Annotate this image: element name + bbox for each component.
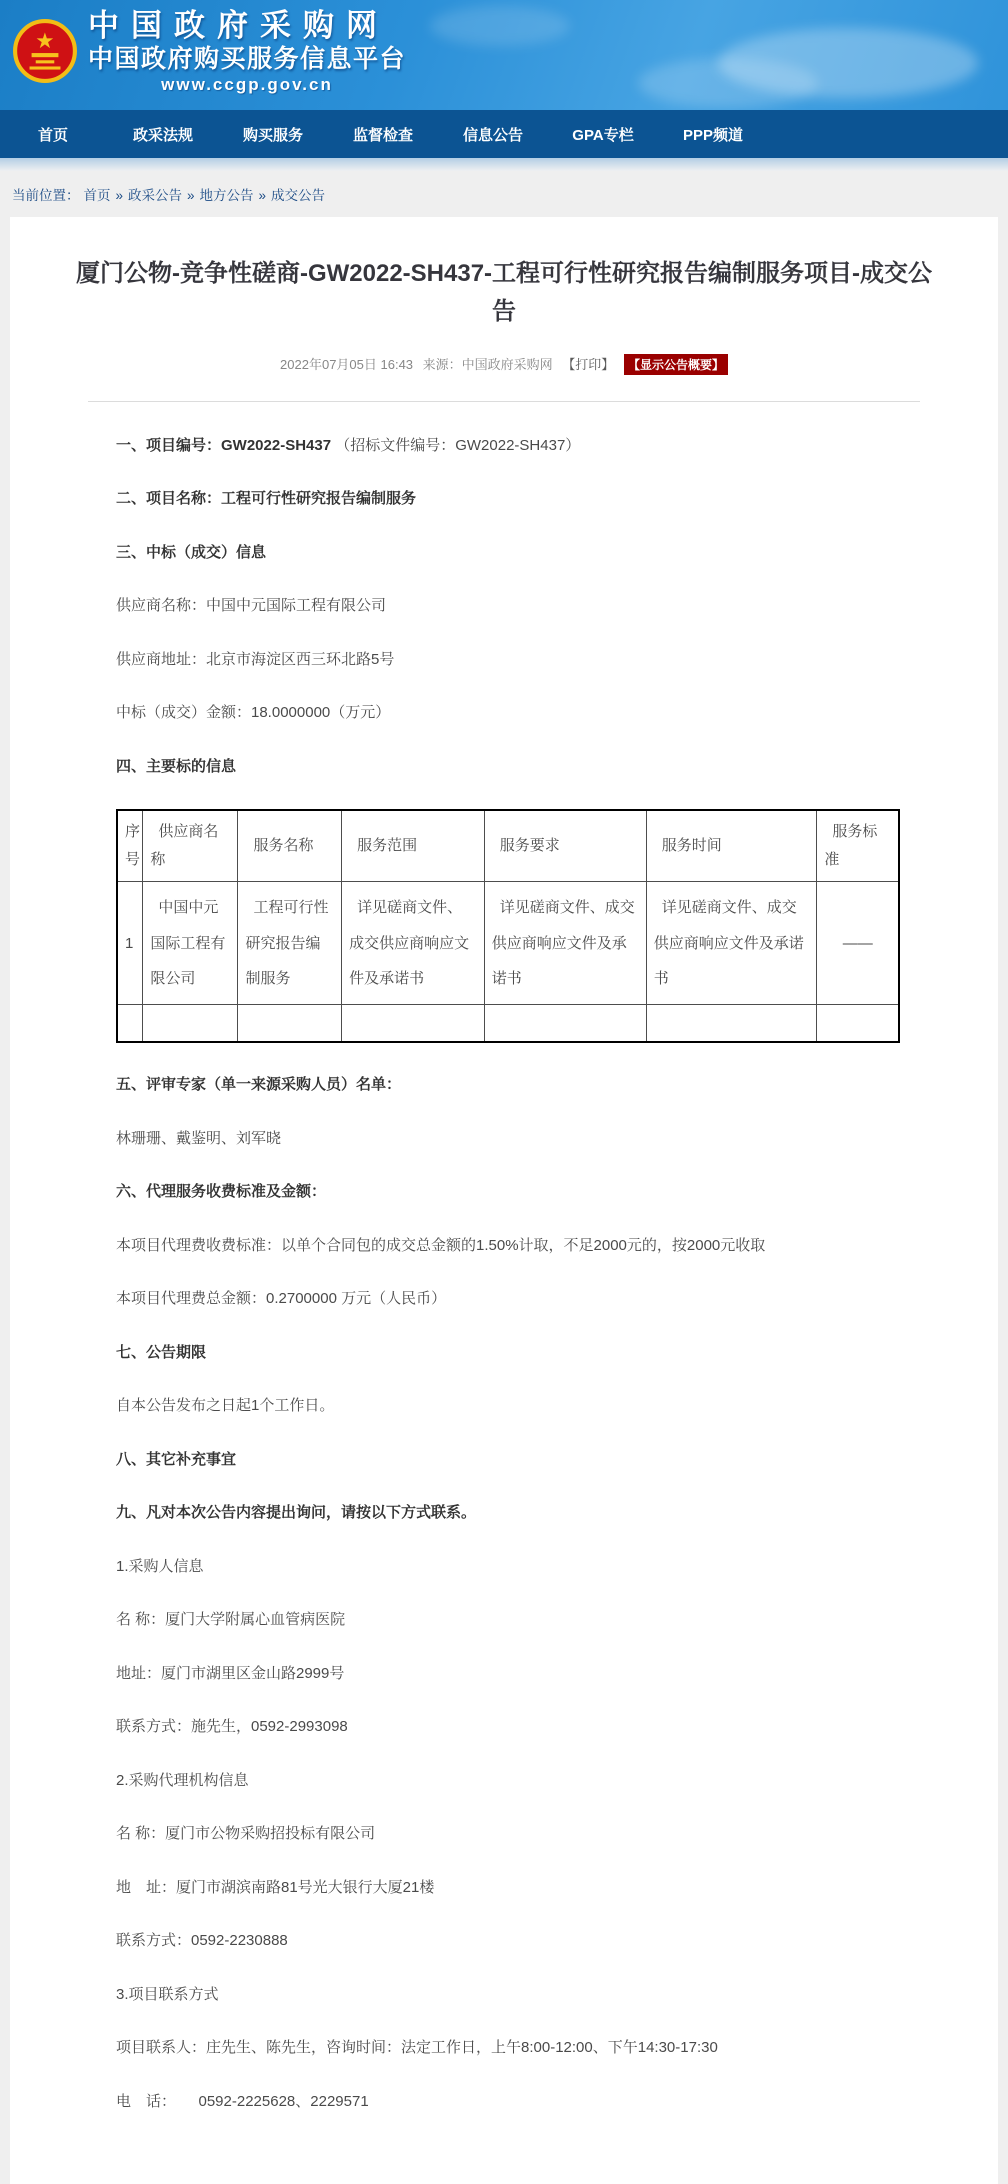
paragraph-bold-text: 二、项目名称：工程可行性研究报告编制服务: [116, 490, 417, 508]
paragraph-bold-text: 六、代理服务收费标准及金额：: [116, 1183, 327, 1201]
breadcrumb-separator: »: [258, 188, 267, 203]
agency-name-line: [116, 1823, 892, 1846]
paragraph-text: 1.采购人信息: [116, 1557, 204, 1575]
table-empty-cell: [143, 1005, 238, 1043]
paragraph-bold-text: 五、评审专家（单一来源采购人员）名单：: [116, 1076, 402, 1094]
breadcrumb-separator: »: [115, 188, 124, 203]
table-empty-cell: [817, 1005, 899, 1043]
paragraph-text: 联系方式：施先生，0592-2993098: [116, 1718, 348, 1736]
table-header-cell: 服务范围: [342, 810, 485, 882]
paragraph-text: 本项目代理费收费标准：以单个合同包的成交总金额的1.50%计取，不足2000元的，按2000元收取: [116, 1236, 766, 1254]
main-nav: [0, 110, 1008, 158]
table-empty-cell: [238, 1005, 342, 1043]
paragraph-bold-text: 四、主要标的信息: [116, 757, 237, 775]
breadcrumb: [0, 171, 1008, 217]
site-header: [0, 0, 1008, 110]
paragraph-text: 地 址：厦门市湖滨南路81号光大银行大厦21楼: [116, 1878, 435, 1896]
national-emblem-icon: [12, 18, 78, 84]
paragraph-text: 供应商名称：中国中元国际工程有限公司: [116, 597, 387, 615]
table-empty-cell: [646, 1005, 817, 1043]
section-notice-period: [116, 1342, 892, 1365]
breadcrumb-location-label: 当前位置：: [12, 188, 80, 203]
nav-item-home[interactable]: 首页: [37, 126, 68, 144]
nav-item-purchase-services[interactable]: 购买服务: [242, 126, 303, 144]
breadcrumb-link-award-notices[interactable]: 成交公告: [271, 188, 326, 203]
paragraph-bold-text: 七、公告期限: [116, 1343, 207, 1361]
bid-items-table: [116, 809, 900, 1043]
agency-contact-line: [116, 1930, 892, 1953]
site-subtitle: 中国政府购买服务信息平台: [88, 44, 407, 73]
purchaser-address-line: [116, 1663, 892, 1686]
table-header-cell: 服务标准: [817, 810, 899, 882]
paragraph-text: 供应商地址：北京市海淀区西三环北路5号: [116, 650, 395, 668]
paragraph-bold-text: 一、项目编号：GW2022-SH437: [116, 436, 332, 454]
notice-period-line: [116, 1395, 892, 1418]
article-meta: [10, 354, 998, 375]
table-empty-cell: [484, 1005, 646, 1043]
site-logo[interactable]: [12, 8, 406, 95]
purchaser-contact-line: [116, 1716, 892, 1739]
supplier-address-line: [116, 649, 892, 672]
section-project-number: [116, 435, 892, 458]
table-row: [117, 882, 899, 1005]
paragraph-text: 自本公告发布之日起1个工作日。: [116, 1397, 335, 1415]
section-award-info: [116, 542, 892, 565]
paragraph-bold-text: 八、其它补充事宜: [116, 1450, 237, 1468]
site-url: www.ccgp.gov.cn: [161, 74, 333, 94]
purchaser-info-heading: [116, 1556, 892, 1579]
table-cell-service-scope: 详见磋商文件、成交供应商响应文件及承诺书: [342, 882, 485, 1005]
paragraph-text: 联系方式：0592-2230888: [116, 1932, 288, 1950]
section-agency-fee: [116, 1181, 892, 1204]
table-header-cell: 服务名称: [238, 810, 342, 882]
cloud-decoration: [430, 6, 570, 46]
breadcrumb-link-home[interactable]: 首页: [83, 188, 111, 203]
paragraph-text: （招标文件编号：GW2022-SH437）: [331, 436, 581, 454]
nav-gradient-strip: [0, 158, 1008, 171]
paragraph-text: 本项目代理费总金额：0.2700000 万元（人民币）: [116, 1290, 447, 1308]
source-label: 来源：中国政府采购网: [422, 356, 553, 372]
page-title: 厦门公物-竞争性磋商-GW2022-SH437-工程可行性研究报告编制服务项目-成交公告: [75, 260, 933, 326]
table-header-cell: 服务时间: [646, 810, 817, 882]
summary-toggle-button[interactable]: 【显示公告概要】: [624, 354, 728, 375]
paragraph-text: 3.项目联系方式: [116, 1985, 219, 2003]
section-main-items: [116, 756, 892, 779]
svg-text:★: ★: [35, 28, 55, 54]
award-amount-line: [116, 702, 892, 725]
table-empty-cell: [342, 1005, 485, 1043]
breadcrumb-link-local-notices[interactable]: 地方公告: [199, 188, 254, 203]
agency-fee-total-line: [116, 1288, 892, 1311]
agency-address-line: [116, 1877, 892, 1900]
paragraph-text: 名 称：厦门市公物采购招投标有限公司: [116, 1825, 376, 1843]
paragraph-text: 地址：厦门市湖里区金山路2999号: [116, 1664, 345, 1682]
article-body: [88, 402, 920, 2114]
print-button[interactable]: 【打印】: [562, 356, 615, 372]
site-name: 中国政府采购网: [88, 8, 389, 43]
table-cell-service-standard: ——: [817, 882, 899, 1005]
paragraph-text: 中标（成交）金额：18.0000000（万元）: [116, 704, 391, 722]
agency-info-heading: [116, 1770, 892, 1793]
project-phone-line: [116, 2091, 892, 2114]
table-header-cell: 序号: [117, 810, 143, 882]
breadcrumb-link-procurement-notices[interactable]: 政采公告: [128, 188, 183, 203]
table-header-cell: 服务要求: [484, 810, 646, 882]
nav-item-supervision[interactable]: 监督检查: [352, 126, 413, 144]
table-header-row: [117, 810, 899, 882]
table-empty-cell: [117, 1005, 143, 1043]
paragraph-text: 电 话： 0592-2225628、2229571: [116, 2092, 369, 2110]
supplier-name-line: [116, 595, 892, 618]
cloud-decoration: [638, 58, 818, 108]
project-contact-person-line: [116, 2037, 892, 2060]
nav-item-announcements[interactable]: 信息公告: [462, 126, 523, 144]
publish-datetime: 2022年07月05日 16:43: [280, 356, 414, 372]
paragraph-text: 2.采购代理机构信息: [116, 1771, 249, 1789]
nav-item-gpa[interactable]: GPA专栏: [572, 126, 634, 144]
paragraph-text: 名 称：厦门大学附属心血管病医院: [116, 1611, 346, 1629]
experts-names-line: [116, 1128, 892, 1151]
site-title-block: [88, 8, 406, 95]
section-project-name: [116, 488, 892, 511]
section-experts: [116, 1074, 892, 1097]
table-cell-supplier: 中国中元国际工程有限公司: [143, 882, 238, 1005]
purchaser-name-line: [116, 1609, 892, 1632]
table-cell-service-requirements: 详见磋商文件、成交供应商响应文件及承诺书: [484, 882, 646, 1005]
breadcrumb-separator: »: [187, 188, 195, 203]
table-header-cell: 供应商名称: [143, 810, 238, 882]
table-empty-row: [117, 1005, 899, 1043]
nav-item-regulations[interactable]: 政采法规: [132, 126, 193, 144]
agency-fee-standard-line: [116, 1235, 892, 1258]
paragraph-text: 项目联系人：庄先生、陈先生，咨询时间：法定工作日，上午8:00-12:00、下午14:30-17:30: [116, 2039, 718, 2057]
paragraph-bold-text: 三、中标（成交）信息: [116, 543, 267, 561]
paragraph-bold-text: 九、凡对本次公告内容提出询问，请按以下方式联系。: [116, 1504, 477, 1522]
project-contact-heading: [116, 1984, 892, 2007]
table-cell-seq: 1: [117, 882, 143, 1005]
table-cell-service-name: 工程可行性研究报告编制服务: [238, 882, 342, 1005]
section-other-matters: [116, 1449, 892, 1472]
article-container: [10, 217, 998, 2184]
paragraph-text: 林珊珊、戴鉴明、刘军晓: [116, 1129, 282, 1147]
section-contact: [116, 1502, 892, 1525]
nav-item-ppp[interactable]: PPP频道: [682, 126, 743, 144]
table-cell-service-time: 详见磋商文件、成交供应商响应文件及承诺书: [646, 882, 817, 1005]
